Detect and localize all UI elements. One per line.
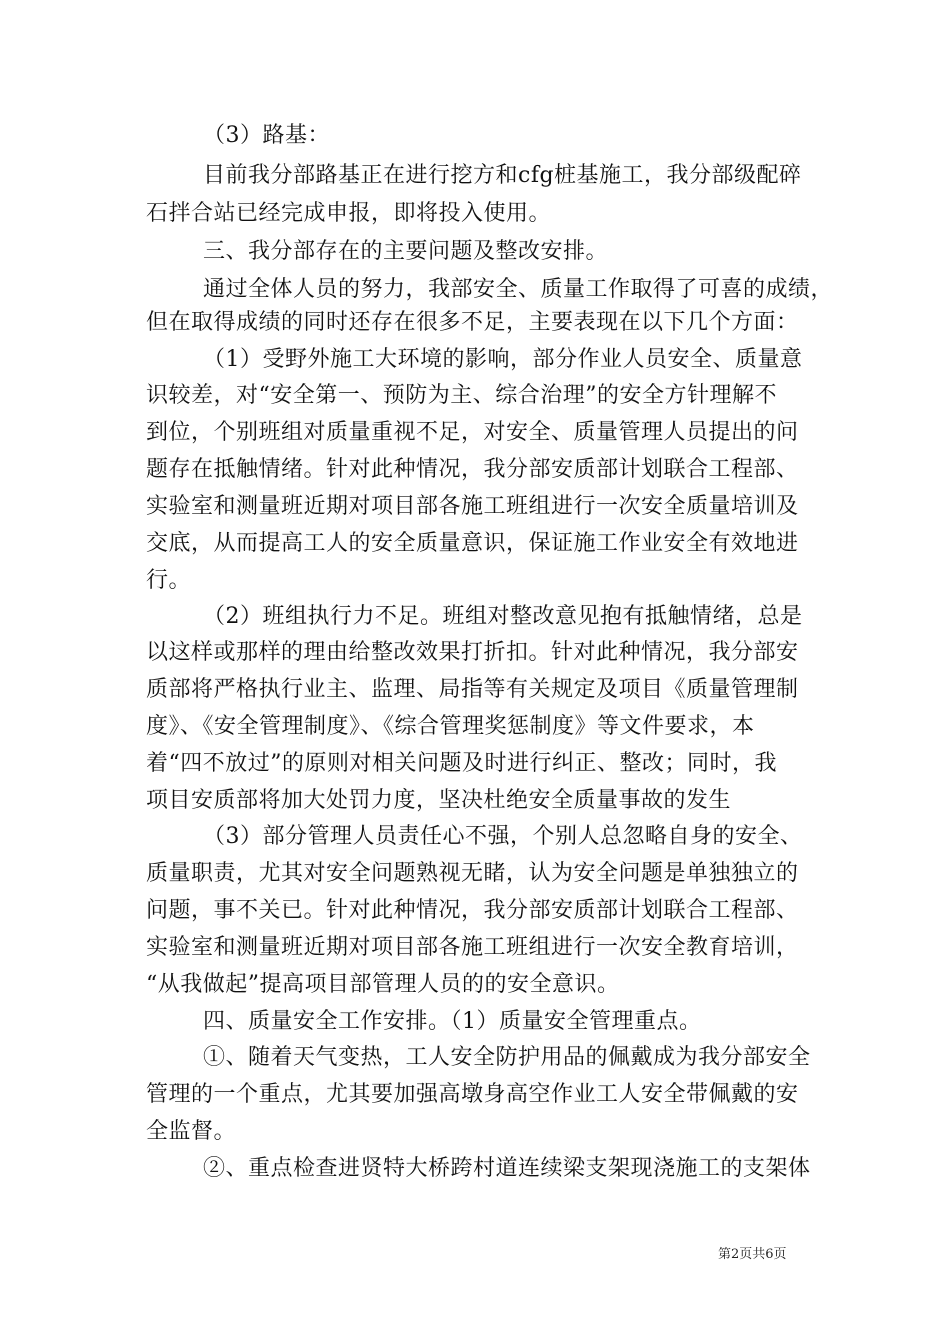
text-line-3: 石拌合站已经完成申报，即将投入使用。: [146, 201, 552, 226]
text-line-15: 以这样或那样的理由给整改效果打折扣。针对此种情况，我分部安: [146, 640, 799, 665]
text-line-8: 识较差，对“安全第一、预防为主、综合治理”的安全方针理解不: [146, 383, 777, 408]
text-line-10: 题存在抵触情绪。针对此种情况，我分部安质部计划联合工程部、: [146, 457, 799, 482]
text-line-1: （3）路基：: [203, 123, 330, 148]
text-line-18: 着“四不放过”的原则对相关问题及时进行纠正、整改；同时，我: [146, 751, 777, 776]
text-line-23: 实验室和测量班近期对项目部各施工班组进行一次安全教育培训，: [146, 935, 799, 960]
text-line-27: 管理的一个重点，尤其要加强高墩身高空作业工人安全带佩戴的安: [146, 1082, 799, 1107]
text-line-14: （2）班组执行力不足。班组对整改意见抱有抵触情绪，总是: [203, 604, 803, 629]
text-line-19: 项目安质部将加大处罚力度，坚决杜绝安全质量事故的发生: [146, 788, 732, 813]
text-line-26: ①、随着天气变热，工人安全防护用品的佩戴成为我分部安全: [203, 1045, 811, 1070]
text-line-22: 问题，事不关已。针对此种情况，我分部安质部计划联合工程部、: [146, 898, 799, 923]
text-line-20: （3）部分管理人员责任心不强，个别人总忽略自身的安全、: [203, 824, 803, 849]
text-line-24: “从我做起”提高项目部管理人员的的安全意识。: [146, 972, 620, 997]
text-line-2: 目前我分部路基正在进行挖方和cfg桩基施工，我分部级配碎: [203, 163, 802, 188]
text-line-9: 到位，个别班组对质量重视不足，对安全、质量管理人员提出的问: [146, 420, 799, 445]
page-number: 第2页共6页: [718, 1247, 787, 1262]
text-line-13: 行。: [146, 568, 192, 593]
text-line-6: 但在取得成绩的同时还存在很多不足，主要表现在以下几个方面：: [146, 310, 799, 335]
text-line-29: ②、重点检查进贤特大桥跨村道连续梁支架现浇施工的支架体: [203, 1156, 811, 1181]
text-line-17: 度》、《安全管理制度》、《综合管理奖惩制度》等文件要求，本: [146, 714, 755, 739]
text-line-4: 三、我分部存在的主要问题及整改安排。: [203, 239, 609, 264]
text-line-16: 质部将严格执行业主、监理、局指等有关规定及项目《质量管理制: [146, 677, 799, 702]
text-line-28: 全监督。: [146, 1119, 237, 1144]
text-line-7: （1）受野外施工大环境的影响，部分作业人员安全、质量意: [203, 347, 803, 372]
text-line-12: 交底，从而提高工人的安全质量意识，保证施工作业安全有效地进: [146, 531, 799, 556]
text-line-5: 通过全体人员的努力，我部安全、质量工作取得了可喜的成绩，: [203, 277, 834, 302]
text-line-25: 四、质量安全工作安排。（1）质量安全管理重点。: [203, 1009, 702, 1034]
text-line-21: 质量职责，尤其对安全问题熟视无睹，认为安全问题是单独独立的: [146, 861, 799, 886]
text-line-11: 实验室和测量班近期对项目部各施工班组进行一次安全质量培训及: [146, 494, 799, 519]
